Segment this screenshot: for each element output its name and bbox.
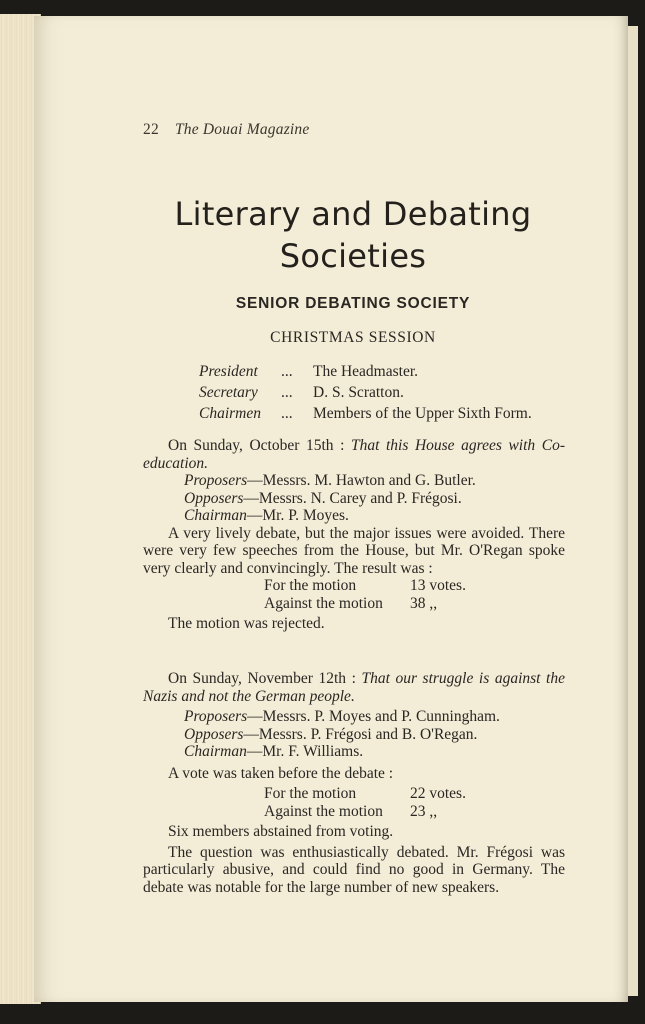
chairman-name: —Mr. P. Moyes. (246, 507, 349, 524)
officer-name: D. S. Scratton. (313, 384, 404, 401)
debate-participants (143, 708, 565, 761)
leader-dots: ... (281, 405, 293, 422)
proposers-names: —Messrs. P. Moyes and P. Cunningham. (247, 708, 500, 725)
debate-entry-1 (143, 437, 565, 633)
pre-vote-note: A vote was taken before the debate : (168, 764, 394, 782)
proposers-line (184, 708, 565, 726)
chairman-line (184, 507, 565, 525)
magazine-title: The Douai Magazine (174, 121, 310, 138)
proposers-label: Proposers (184, 472, 248, 489)
vote-against-row (264, 595, 565, 613)
opposers-line (184, 726, 565, 744)
opposers-names: —Messrs. N. Carey and P. Frégosi. (243, 489, 462, 507)
vote-results (143, 785, 565, 820)
debate-motion-paragraph (143, 437, 565, 472)
chairman-line (184, 743, 565, 761)
proposers-label: Proposers (184, 708, 248, 725)
officers-list (199, 361, 532, 424)
opposers-line (184, 490, 565, 508)
running-header (143, 121, 309, 139)
book-right-edge (628, 26, 638, 996)
vote-for-label: For the motion (264, 577, 357, 594)
vote-for-row (264, 577, 565, 595)
officer-row (199, 361, 532, 382)
vote-against-count: 23 ,, (410, 802, 438, 820)
session-heading: CHRISTMAS SESSION (270, 329, 436, 346)
officer-name: Members of the Upper Sixth Form. (313, 405, 532, 422)
leader-dots: ... (281, 384, 293, 401)
proposers-line (184, 472, 565, 490)
vote-for-count: 13 votes. (410, 577, 466, 594)
debate-comment: A very lively debate, but the major issues were avoided. There were very few speeches from the House, but Mr. O'Regan spoke very clearly and convincingly. The result was : (143, 524, 565, 577)
officer-row (199, 382, 532, 403)
chairman-name: —Mr. F. Williams. (246, 743, 364, 760)
debate-date: On Sunday, November 12th : (168, 670, 362, 687)
officer-role: President (199, 363, 258, 380)
vote-for-row (264, 785, 565, 803)
opposers-label: Opposers (184, 489, 244, 507)
debate-participants (143, 472, 565, 525)
article-title (143, 193, 563, 277)
opposers-label: Opposers (184, 725, 244, 743)
debate-motion: That this House agrees with Co-education. (143, 437, 565, 472)
officer-name: The Headmaster. (313, 363, 419, 380)
chairman-label: Chairman (184, 507, 247, 524)
debate-result: The motion was rejected. (168, 615, 325, 632)
vote-against-label: Against the motion (264, 802, 383, 820)
chairman-label: Chairman (184, 743, 247, 760)
abstention-note: Six members abstained from voting. (168, 823, 394, 840)
page-number: 22 (143, 121, 159, 138)
title-line-2: Societies (279, 237, 427, 275)
vote-against-label: Against the motion (264, 594, 383, 612)
proposers-names: —Messrs. M. Hawton and G. Butler. (247, 472, 476, 489)
vote-against-row (264, 803, 565, 821)
debate-motion: That our struggle is against the Nazis and not the German people. (143, 670, 565, 705)
vote-for-count: 22 votes. (410, 785, 466, 802)
debate-motion-paragraph (143, 670, 565, 705)
debate-closing: The question was enthusiastically debated. Mr. Frégosi was particularly abusive, and could find no good in Germany. The debate was notable for the large number of new speakers. (143, 843, 565, 896)
opposers-names: —Messrs. P. Frégosi and B. O'Regan. (243, 725, 478, 743)
title-line-1: Literary and Debating (174, 195, 532, 233)
officer-role: Chairmen (199, 405, 261, 422)
debate-entry-2 (143, 670, 565, 896)
society-heading: SENIOR DEBATING SOCIETY (235, 295, 471, 312)
vote-results (143, 577, 565, 612)
debate-date: On Sunday, October 15th : (168, 437, 351, 454)
vote-against-count: 38 ,, (410, 594, 438, 612)
vote-for-label: For the motion (264, 785, 357, 802)
officer-row (199, 403, 532, 424)
officer-role: Secretary (199, 384, 258, 401)
leader-dots: ... (281, 363, 293, 380)
